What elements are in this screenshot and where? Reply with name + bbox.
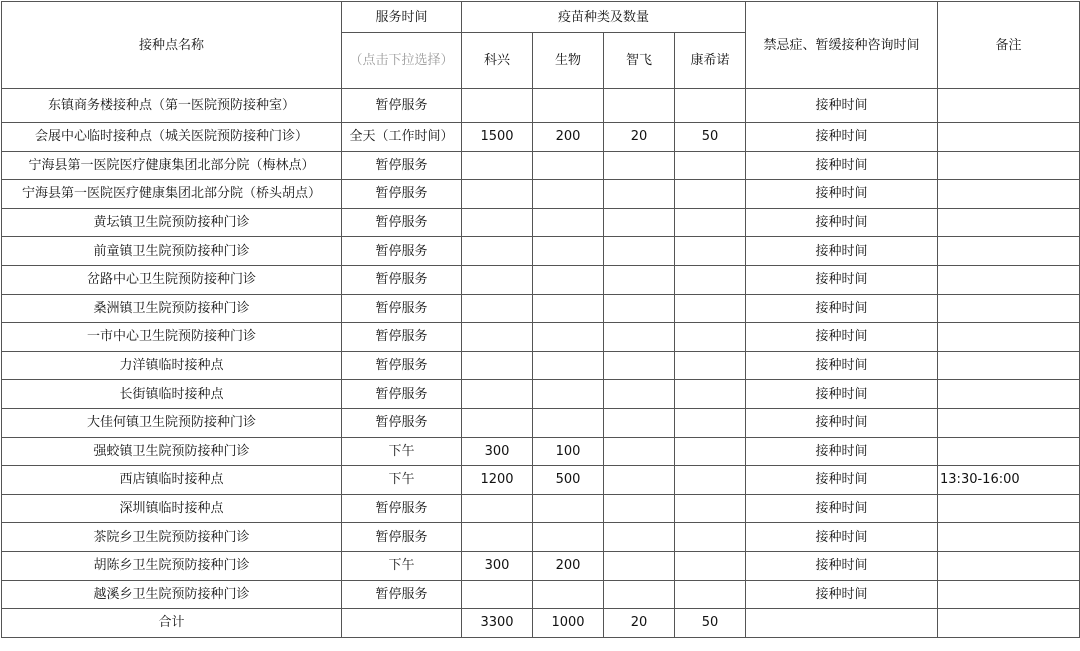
header-vaccine-kexing: 科兴 bbox=[462, 33, 533, 89]
qty-kangxinuo-cell[interactable] bbox=[675, 151, 746, 180]
qty-kangxinuo-cell[interactable] bbox=[675, 180, 746, 209]
consult-time-cell: 接种时间 bbox=[746, 523, 938, 552]
qty-kexing-cell[interactable] bbox=[462, 323, 533, 352]
qty-shengwu-cell[interactable] bbox=[533, 208, 604, 237]
service-time-select[interactable]: 暂停服务 bbox=[342, 151, 462, 180]
qty-shengwu-cell[interactable] bbox=[533, 523, 604, 552]
service-time-select[interactable]: 暂停服务 bbox=[342, 89, 462, 123]
table-row bbox=[2, 208, 1080, 237]
qty-kexing-cell[interactable] bbox=[462, 208, 533, 237]
site-name-cell: 胡陈乡卫生院预防接种门诊 bbox=[2, 551, 342, 580]
remark-cell[interactable] bbox=[938, 208, 1080, 237]
remark-cell[interactable] bbox=[938, 523, 1080, 552]
qty-kexing-cell[interactable] bbox=[462, 494, 533, 523]
service-time-select[interactable]: 暂停服务 bbox=[342, 494, 462, 523]
qty-zhifei-cell[interactable] bbox=[604, 89, 675, 123]
qty-kangxinuo-cell[interactable] bbox=[675, 89, 746, 123]
remark-cell[interactable] bbox=[938, 437, 1080, 466]
qty-kangxinuo-cell[interactable] bbox=[675, 580, 746, 609]
total-zhifei: 20 bbox=[604, 609, 675, 638]
qty-zhifei-cell[interactable] bbox=[604, 180, 675, 209]
qty-shengwu-cell[interactable] bbox=[533, 323, 604, 352]
qty-kexing-cell[interactable] bbox=[462, 180, 533, 209]
table-row bbox=[2, 466, 1080, 495]
service-time-select[interactable]: 下午 bbox=[342, 437, 462, 466]
site-name-cell: 宁海县第一医院医疗健康集团北部分院（梅林点） bbox=[2, 151, 342, 180]
consult-time-cell: 接种时间 bbox=[746, 123, 938, 152]
qty-zhifei-cell[interactable] bbox=[604, 437, 675, 466]
qty-zhifei-cell[interactable] bbox=[604, 466, 675, 495]
qty-zhifei-cell[interactable] bbox=[604, 380, 675, 409]
site-name-cell: 大佳何镇卫生院预防接种门诊 bbox=[2, 408, 342, 437]
site-name-cell: 长街镇临时接种点 bbox=[2, 380, 342, 409]
table-row bbox=[2, 408, 1080, 437]
qty-kexing-cell[interactable]: 1200 bbox=[462, 466, 533, 495]
service-time-select[interactable]: 暂停服务 bbox=[342, 380, 462, 409]
table-row bbox=[2, 551, 1080, 580]
qty-shengwu-cell[interactable] bbox=[533, 351, 604, 380]
service-time-select[interactable]: 全天（工作时间） bbox=[342, 123, 462, 152]
site-name-cell: 力洋镇临时接种点 bbox=[2, 351, 342, 380]
consult-time-cell: 接种时间 bbox=[746, 408, 938, 437]
service-time-select[interactable]: 暂停服务 bbox=[342, 180, 462, 209]
qty-zhifei-cell[interactable] bbox=[604, 237, 675, 266]
remark-cell[interactable] bbox=[938, 551, 1080, 580]
service-time-select[interactable]: 下午 bbox=[342, 551, 462, 580]
qty-zhifei-cell[interactable] bbox=[604, 294, 675, 323]
table-row bbox=[2, 494, 1080, 523]
consult-time-cell: 接种时间 bbox=[746, 580, 938, 609]
consult-time-cell: 接种时间 bbox=[746, 437, 938, 466]
remark-cell[interactable] bbox=[938, 265, 1080, 294]
qty-kexing-cell[interactable] bbox=[462, 151, 533, 180]
qty-kangxinuo-cell[interactable] bbox=[675, 437, 746, 466]
qty-kangxinuo-cell[interactable] bbox=[675, 265, 746, 294]
total-consult bbox=[746, 609, 938, 638]
qty-zhifei-cell[interactable] bbox=[604, 151, 675, 180]
consult-time-cell: 接种时间 bbox=[746, 294, 938, 323]
qty-kangxinuo-cell[interactable] bbox=[675, 237, 746, 266]
site-name-cell: 西店镇临时接种点 bbox=[2, 466, 342, 495]
table-row bbox=[2, 180, 1080, 209]
site-name-cell: 茶院乡卫生院预防接种门诊 bbox=[2, 523, 342, 552]
qty-shengwu-cell[interactable]: 500 bbox=[533, 466, 604, 495]
qty-zhifei-cell[interactable] bbox=[604, 208, 675, 237]
qty-shengwu-cell[interactable] bbox=[533, 89, 604, 123]
service-time-select[interactable]: 下午 bbox=[342, 466, 462, 495]
site-name-cell: 深圳镇临时接种点 bbox=[2, 494, 342, 523]
site-name-cell: 强蛟镇卫生院预防接种门诊 bbox=[2, 437, 342, 466]
qty-shengwu-cell[interactable]: 200 bbox=[533, 551, 604, 580]
site-name-cell: 桑洲镇卫生院预防接种门诊 bbox=[2, 294, 342, 323]
remark-cell[interactable] bbox=[938, 351, 1080, 380]
qty-kexing-cell[interactable] bbox=[462, 351, 533, 380]
table-row bbox=[2, 437, 1080, 466]
service-time-select[interactable]: 暂停服务 bbox=[342, 523, 462, 552]
table-row bbox=[2, 123, 1080, 152]
site-name-cell: 宁海县第一医院医疗健康集团北部分院（桥头胡点） bbox=[2, 180, 342, 209]
qty-kexing-cell[interactable] bbox=[462, 580, 533, 609]
service-time-select[interactable]: 暂停服务 bbox=[342, 323, 462, 352]
remark-cell[interactable] bbox=[938, 123, 1080, 152]
qty-shengwu-cell[interactable] bbox=[533, 265, 604, 294]
consult-time-cell: 接种时间 bbox=[746, 494, 938, 523]
remark-cell[interactable]: 13:30-16:00 bbox=[938, 466, 1080, 495]
qty-shengwu-cell[interactable] bbox=[533, 294, 604, 323]
qty-shengwu-cell[interactable]: 200 bbox=[533, 123, 604, 152]
total-shengwu: 1000 bbox=[533, 609, 604, 638]
qty-kangxinuo-cell[interactable] bbox=[675, 494, 746, 523]
remark-cell[interactable] bbox=[938, 323, 1080, 352]
service-time-select[interactable]: 暂停服务 bbox=[342, 580, 462, 609]
remark-cell[interactable] bbox=[938, 89, 1080, 123]
qty-shengwu-cell[interactable] bbox=[533, 237, 604, 266]
consult-time-cell: 接种时间 bbox=[746, 380, 938, 409]
remark-cell[interactable] bbox=[938, 151, 1080, 180]
consult-time-cell: 接种时间 bbox=[746, 208, 938, 237]
table-row bbox=[2, 237, 1080, 266]
remark-cell[interactable] bbox=[938, 380, 1080, 409]
consult-time-cell: 接种时间 bbox=[746, 180, 938, 209]
total-kangxinuo: 50 bbox=[675, 609, 746, 638]
header-site-name: 接种点名称 bbox=[2, 2, 342, 89]
consult-time-cell: 接种时间 bbox=[746, 351, 938, 380]
qty-kangxinuo-cell[interactable] bbox=[675, 380, 746, 409]
header-row-top bbox=[2, 2, 1080, 33]
table-row bbox=[2, 580, 1080, 609]
table-row bbox=[2, 89, 1080, 123]
remark-cell[interactable] bbox=[938, 294, 1080, 323]
consult-time-cell: 接种时间 bbox=[746, 265, 938, 294]
remark-cell[interactable] bbox=[938, 494, 1080, 523]
service-time-select[interactable]: 暂停服务 bbox=[342, 208, 462, 237]
remark-cell[interactable] bbox=[938, 180, 1080, 209]
site-name-cell: 岔路中心卫生院预防接种门诊 bbox=[2, 265, 342, 294]
header-remark: 备注 bbox=[938, 2, 1080, 89]
header-consult-time: 禁忌症、暂缓接种咨询时间 bbox=[746, 2, 938, 89]
remark-cell[interactable] bbox=[938, 580, 1080, 609]
site-name-cell: 会展中心临时接种点（城关医院预防接种门诊） bbox=[2, 123, 342, 152]
qty-zhifei-cell[interactable] bbox=[604, 551, 675, 580]
consult-time-cell: 接种时间 bbox=[746, 151, 938, 180]
site-name-cell: 黄坛镇卫生院预防接种门诊 bbox=[2, 208, 342, 237]
remark-cell[interactable] bbox=[938, 408, 1080, 437]
qty-zhifei-cell[interactable] bbox=[604, 265, 675, 294]
qty-shengwu-cell[interactable] bbox=[533, 151, 604, 180]
table-row bbox=[2, 323, 1080, 352]
qty-kangxinuo-cell[interactable] bbox=[675, 323, 746, 352]
header-service-time: 服务时间 bbox=[342, 2, 462, 33]
consult-time-cell: 接种时间 bbox=[746, 237, 938, 266]
qty-kangxinuo-cell[interactable] bbox=[675, 208, 746, 237]
qty-kangxinuo-cell[interactable] bbox=[675, 551, 746, 580]
qty-zhifei-cell[interactable] bbox=[604, 351, 675, 380]
total-service-time bbox=[342, 609, 462, 638]
vaccination-sites-table bbox=[1, 1, 1080, 638]
header-vaccine-group: 疫苗种类及数量 bbox=[462, 2, 746, 33]
qty-kangxinuo-cell[interactable] bbox=[675, 351, 746, 380]
qty-zhifei-cell[interactable] bbox=[604, 494, 675, 523]
table-row bbox=[2, 351, 1080, 380]
consult-time-cell: 接种时间 bbox=[746, 323, 938, 352]
qty-kangxinuo-cell[interactable] bbox=[675, 408, 746, 437]
qty-zhifei-cell[interactable] bbox=[604, 523, 675, 552]
service-time-select[interactable]: 暂停服务 bbox=[342, 351, 462, 380]
service-time-select[interactable]: 暂停服务 bbox=[342, 237, 462, 266]
qty-shengwu-cell[interactable] bbox=[533, 408, 604, 437]
consult-time-cell: 接种时间 bbox=[746, 89, 938, 123]
qty-kexing-cell[interactable] bbox=[462, 237, 533, 266]
qty-zhifei-cell[interactable] bbox=[604, 323, 675, 352]
header-vaccine-kangxinuo: 康希诺 bbox=[675, 33, 746, 89]
qty-kexing-cell[interactable] bbox=[462, 380, 533, 409]
service-time-dropdown-hint[interactable]: （点击下拉选择） bbox=[342, 33, 462, 89]
qty-kexing-cell[interactable] bbox=[462, 89, 533, 123]
qty-zhifei-cell[interactable] bbox=[604, 580, 675, 609]
qty-kangxinuo-cell[interactable] bbox=[675, 294, 746, 323]
total-row bbox=[2, 609, 1080, 638]
qty-kangxinuo-cell[interactable] bbox=[675, 523, 746, 552]
site-name-cell: 一市中心卫生院预防接种门诊 bbox=[2, 323, 342, 352]
table-row bbox=[2, 380, 1080, 409]
site-name-cell: 越溪乡卫生院预防接种门诊 bbox=[2, 580, 342, 609]
qty-kangxinuo-cell[interactable]: 50 bbox=[675, 123, 746, 152]
total-remark bbox=[938, 609, 1080, 638]
qty-zhifei-cell[interactable]: 20 bbox=[604, 123, 675, 152]
table-row bbox=[2, 151, 1080, 180]
qty-shengwu-cell[interactable] bbox=[533, 580, 604, 609]
qty-kexing-cell[interactable] bbox=[462, 294, 533, 323]
service-time-select[interactable]: 暂停服务 bbox=[342, 265, 462, 294]
qty-zhifei-cell[interactable] bbox=[604, 408, 675, 437]
qty-shengwu-cell[interactable] bbox=[533, 494, 604, 523]
table-row bbox=[2, 294, 1080, 323]
qty-kexing-cell[interactable] bbox=[462, 408, 533, 437]
table-row bbox=[2, 265, 1080, 294]
qty-kexing-cell[interactable]: 300 bbox=[462, 551, 533, 580]
remark-cell[interactable] bbox=[938, 237, 1080, 266]
total-kexing: 3300 bbox=[462, 609, 533, 638]
service-time-select[interactable]: 暂停服务 bbox=[342, 294, 462, 323]
qty-shengwu-cell[interactable]: 100 bbox=[533, 437, 604, 466]
qty-shengwu-cell[interactable] bbox=[533, 180, 604, 209]
site-name-cell: 前童镇卫生院预防接种门诊 bbox=[2, 237, 342, 266]
consult-time-cell: 接种时间 bbox=[746, 551, 938, 580]
table-row bbox=[2, 523, 1080, 552]
qty-kexing-cell[interactable] bbox=[462, 265, 533, 294]
qty-kangxinuo-cell[interactable] bbox=[675, 466, 746, 495]
qty-shengwu-cell[interactable] bbox=[533, 380, 604, 409]
qty-kexing-cell[interactable] bbox=[462, 523, 533, 552]
consult-time-cell: 接种时间 bbox=[746, 466, 938, 495]
header-vaccine-zhifei: 智飞 bbox=[604, 33, 675, 89]
qty-kexing-cell[interactable]: 1500 bbox=[462, 123, 533, 152]
qty-kexing-cell[interactable]: 300 bbox=[462, 437, 533, 466]
service-time-select[interactable]: 暂停服务 bbox=[342, 408, 462, 437]
site-name-cell: 东镇商务楼接种点（第一医院预防接种室） bbox=[2, 89, 342, 123]
header-vaccine-shengwu: 生物 bbox=[533, 33, 604, 89]
total-label: 合计 bbox=[2, 609, 342, 638]
